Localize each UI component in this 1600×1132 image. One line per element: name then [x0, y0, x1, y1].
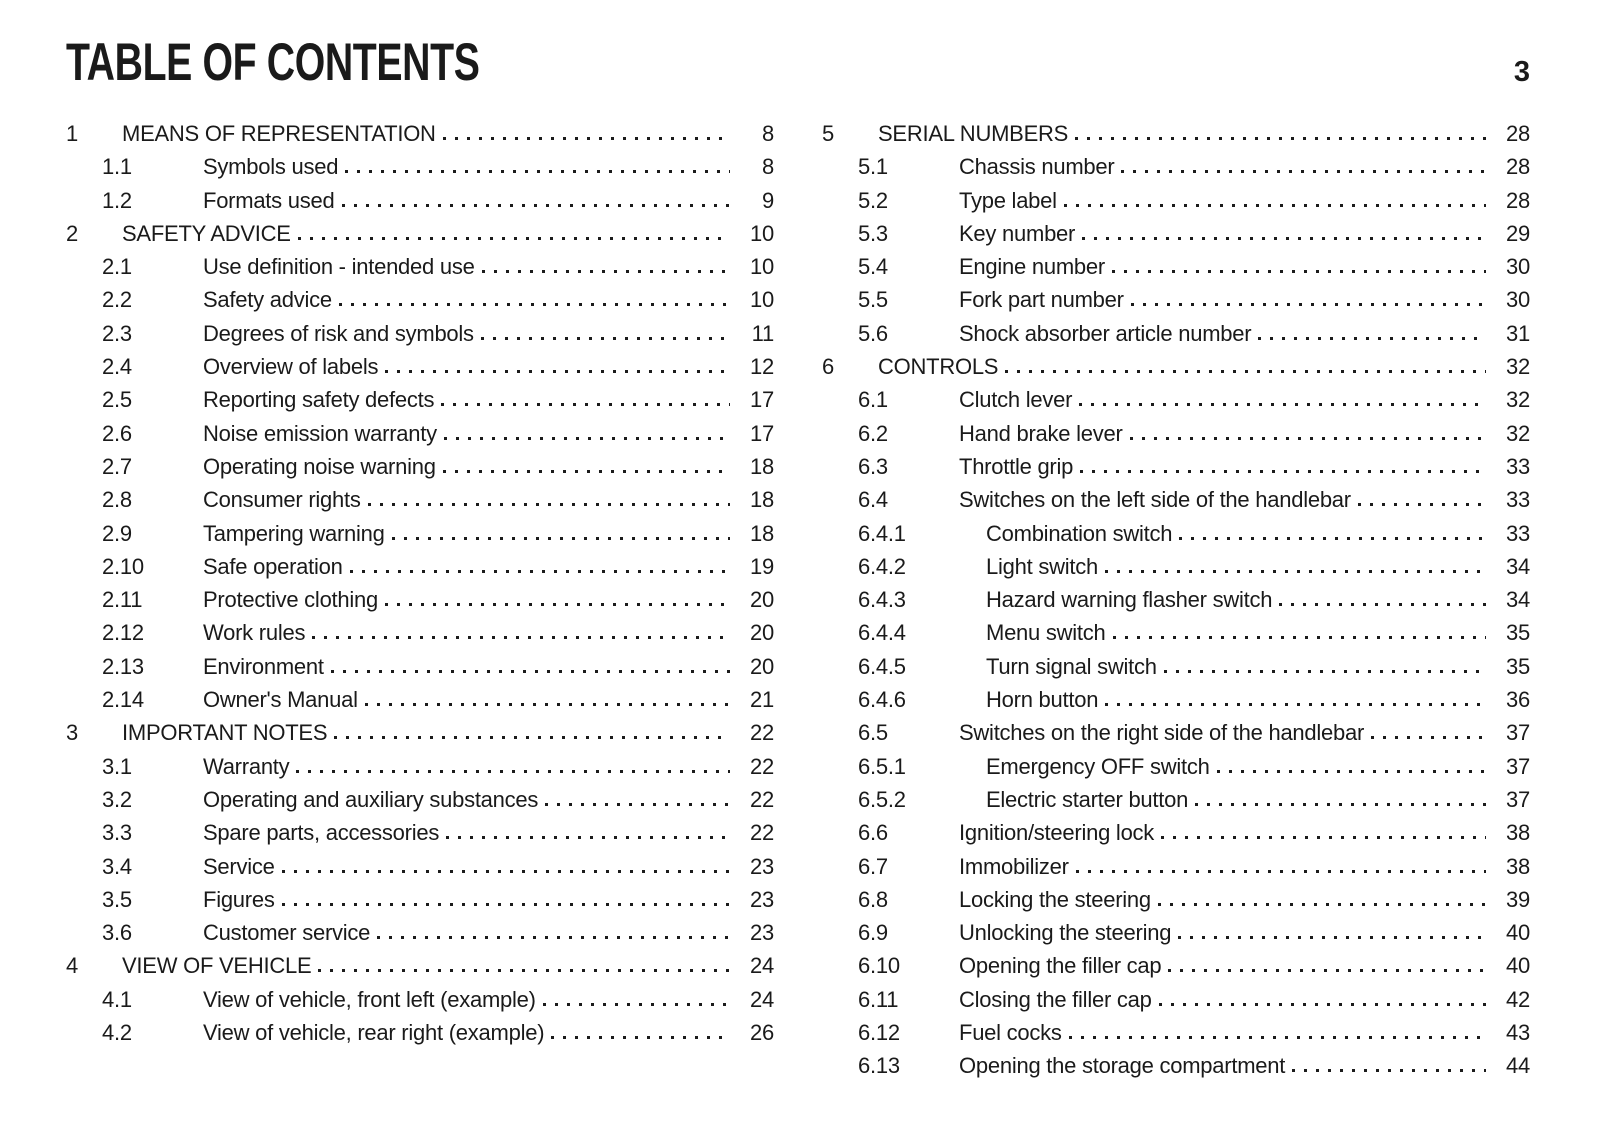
entry-number: 6.5 [858, 720, 888, 746]
entry-number: 3.3 [102, 820, 132, 846]
entry-title: Service [203, 853, 275, 879]
entry-number: 6.1 [858, 387, 888, 413]
entry-page-number: 43 [1506, 1020, 1530, 1046]
entry-page-number: 37 [1506, 786, 1530, 812]
entry-page-number: 38 [1506, 853, 1530, 879]
entry-number: 4.2 [102, 1020, 132, 1046]
entry-page-number: 32 [1506, 420, 1530, 446]
entry-title: Overview of labels [203, 354, 379, 380]
toc-entry [66, 250, 774, 283]
toc-entry [822, 983, 1530, 1016]
dot-leader [368, 483, 730, 516]
toc-entry [822, 117, 1530, 150]
entry-page-number: 22 [750, 753, 774, 779]
entry-page-number: 34 [1506, 553, 1530, 579]
dot-leader [312, 616, 730, 649]
dot-leader [385, 583, 730, 616]
entry-number: 5 [822, 121, 834, 146]
entry-page-number: 9 [762, 187, 774, 213]
entry-page-number: 35 [1506, 620, 1530, 646]
dot-leader [1131, 283, 1486, 316]
toc-entry [66, 616, 774, 649]
entry-page-number: 32 [1506, 387, 1530, 413]
dot-leader [1164, 650, 1486, 683]
toc-entry [66, 417, 774, 450]
dot-leader [446, 816, 730, 849]
entry-number: 2.11 [102, 587, 143, 613]
dot-leader [1168, 949, 1486, 982]
toc-entry [822, 184, 1530, 217]
toc-entry [66, 483, 774, 516]
entry-title: Opening the storage compartment [959, 1053, 1286, 1079]
entry-title: VIEW OF VEHICLE [122, 953, 312, 979]
toc-entry [66, 949, 774, 982]
entry-number: 3.1 [102, 753, 132, 779]
entry-title: Use definition - intended use [203, 254, 475, 280]
entry-title: Consumer rights [203, 487, 361, 513]
entry-number: 5.2 [858, 187, 888, 213]
entry-number: 3 [66, 720, 78, 746]
dot-leader [385, 350, 730, 383]
dot-leader [1217, 750, 1486, 783]
entry-title: Shock absorber article number [959, 320, 1252, 346]
dot-leader [1371, 716, 1486, 749]
entry-title: Fork part number [959, 287, 1124, 313]
entry-title: Horn button [986, 687, 1099, 713]
entry-page-number: 29 [1506, 220, 1530, 246]
dot-leader [1279, 583, 1486, 616]
entry-number: 6.4.1 [858, 520, 906, 546]
dot-leader [545, 783, 730, 816]
entry-page-number: 34 [1506, 587, 1530, 613]
entry-number: 2.4 [102, 354, 132, 380]
toc-entry [822, 750, 1530, 783]
toc-entry [822, 616, 1530, 649]
dot-leader [377, 916, 730, 949]
toc-entry [66, 517, 774, 550]
entry-number: 2.14 [102, 687, 144, 713]
entry-page-number: 18 [750, 453, 774, 479]
dot-leader [1358, 483, 1486, 516]
dot-leader [1258, 317, 1486, 350]
entry-number: 1.1 [102, 154, 132, 180]
entry-page-number: 12 [750, 354, 774, 380]
entry-page-number: 23 [750, 853, 774, 879]
entry-title: Hand brake lever [959, 420, 1123, 446]
toc-entry [66, 1016, 774, 1049]
dot-leader [1005, 350, 1486, 383]
toc-entry [822, 383, 1530, 416]
dot-leader [551, 1016, 730, 1049]
toc-entry [66, 150, 774, 183]
toc-column-left [66, 117, 774, 1049]
entry-number: 1 [66, 121, 78, 146]
entry-page-number: 26 [750, 1020, 774, 1046]
entry-page-number: 10 [750, 254, 774, 280]
dot-leader [345, 150, 730, 183]
entry-title: MEANS OF REPRESENTATION [122, 121, 436, 146]
entry-title: Figures [203, 886, 275, 912]
entry-number: 6 [822, 354, 834, 380]
dot-leader [296, 750, 730, 783]
dot-leader [1161, 816, 1486, 849]
toc-entry [822, 450, 1530, 483]
entry-title: Switches on the right side of the handlebar [959, 720, 1365, 746]
toc-entry [822, 916, 1530, 949]
entry-title: CONTROLS [878, 354, 999, 380]
entry-title: Throttle grip [959, 453, 1074, 479]
entry-page-number: 10 [750, 287, 774, 313]
entry-number: 3.4 [102, 853, 132, 879]
entry-page-number: 33 [1506, 520, 1530, 546]
dot-leader [1112, 250, 1486, 283]
toc-entry [66, 716, 774, 749]
entry-title: Locking the steering [959, 886, 1151, 912]
entry-page-number: 22 [750, 720, 774, 746]
entry-page-number: 36 [1506, 687, 1530, 713]
entry-title: Warranty [203, 753, 290, 779]
entry-page-number: 8 [762, 154, 774, 180]
entry-title: SERIAL NUMBERS [878, 121, 1069, 146]
dot-leader [334, 716, 730, 749]
entry-page-number: 22 [750, 820, 774, 846]
entry-number: 6.3 [858, 453, 888, 479]
dot-leader [350, 550, 730, 583]
entry-number: 2.10 [102, 553, 144, 579]
entry-title: Protective clothing [203, 587, 379, 613]
entry-page-number: 42 [1506, 986, 1530, 1012]
entry-title: Owner's Manual [203, 687, 358, 713]
entry-page-number: 20 [750, 653, 774, 679]
entry-number: 4 [66, 953, 78, 979]
entry-title: Turn signal switch [986, 653, 1157, 679]
dot-leader [1158, 883, 1486, 916]
toc-entry [66, 350, 774, 383]
entry-number: 6.9 [858, 920, 888, 946]
entry-number: 2.12 [102, 620, 144, 646]
entry-page-number: 17 [750, 387, 774, 413]
dot-leader [1121, 150, 1486, 183]
entry-number: 6.11 [858, 986, 899, 1012]
entry-title: Formats used [203, 187, 335, 213]
entry-number: 5.5 [858, 287, 888, 313]
entry-page-number: 40 [1506, 953, 1530, 979]
dot-leader [443, 117, 730, 150]
entry-number: 2.13 [102, 653, 144, 679]
entry-page-number: 10 [750, 220, 774, 246]
entry-page-number: 20 [750, 620, 774, 646]
toc-entry [66, 983, 774, 1016]
dot-leader [1113, 616, 1486, 649]
entry-title: Closing the filler cap [959, 986, 1152, 1012]
dot-leader [365, 683, 730, 716]
toc-entry [822, 317, 1530, 350]
toc-entry [822, 217, 1530, 250]
entry-number: 6.12 [858, 1020, 900, 1046]
entry-number: 6.4.5 [858, 653, 906, 679]
entry-number: 2.2 [102, 287, 132, 313]
entry-page-number: 31 [1506, 320, 1530, 346]
toc-entry [66, 916, 774, 949]
toc-entry [822, 716, 1530, 749]
entry-page-number: 20 [750, 587, 774, 613]
entry-number: 2.7 [102, 453, 132, 479]
entry-title: Engine number [959, 254, 1105, 280]
entry-page-number: 19 [750, 553, 774, 579]
entry-page-number: 33 [1506, 453, 1530, 479]
toc-entry [822, 583, 1530, 616]
toc-entry [66, 383, 774, 416]
entry-title: Noise emission warranty [203, 420, 437, 446]
entry-title: View of vehicle, rear right (example) [203, 1020, 545, 1046]
entry-page-number: 35 [1506, 653, 1530, 679]
entry-title: Electric starter button [986, 786, 1189, 812]
entry-number: 1.2 [102, 187, 132, 213]
entry-page-number: 37 [1506, 720, 1530, 746]
toc-entry [66, 450, 774, 483]
dot-leader [1130, 417, 1486, 450]
dot-leader [482, 250, 730, 283]
toc-entry [66, 783, 774, 816]
entry-number: 6.4.6 [858, 687, 906, 713]
entry-page-number: 23 [750, 920, 774, 946]
entry-number: 6.4.3 [858, 587, 906, 613]
entry-title: Emergency OFF switch [986, 753, 1210, 779]
dot-leader [1105, 683, 1486, 716]
entry-number: 6.4 [858, 487, 888, 513]
entry-page-number: 39 [1506, 886, 1530, 912]
dot-leader [441, 383, 730, 416]
entry-title: Work rules [203, 620, 306, 646]
toc-entry [822, 350, 1530, 383]
entry-title: Tampering warning [203, 520, 385, 546]
toc-entry [66, 283, 774, 316]
toc-entry [822, 417, 1530, 450]
toc-entry [822, 883, 1530, 916]
entry-number: 2.9 [102, 520, 132, 546]
entry-title: Opening the filler cap [959, 953, 1162, 979]
toc-entry [822, 1016, 1530, 1049]
entry-title: Unlocking the steering [959, 920, 1172, 946]
toc-entry [822, 250, 1530, 283]
toc-entry [822, 283, 1530, 316]
toc-entry [822, 850, 1530, 883]
entry-page-number: 30 [1506, 287, 1530, 313]
dot-leader [298, 217, 730, 250]
toc-entry [66, 550, 774, 583]
dot-leader [1076, 850, 1486, 883]
entry-page-number: 18 [750, 487, 774, 513]
toc-entry [66, 850, 774, 883]
entry-page-number: 23 [750, 886, 774, 912]
entry-page-number: 38 [1506, 820, 1530, 846]
toc-entry [66, 217, 774, 250]
dot-leader [1079, 383, 1486, 416]
entry-number: 6.5.2 [858, 786, 906, 812]
entry-page-number: 33 [1506, 487, 1530, 513]
dot-leader [1292, 1049, 1486, 1082]
dot-leader [282, 883, 730, 916]
entry-number: 5.6 [858, 320, 888, 346]
toc-entry [66, 750, 774, 783]
toc-entry [822, 816, 1530, 849]
dot-leader [392, 517, 730, 550]
entry-number: 6.5.1 [858, 753, 906, 779]
entry-number: 2.6 [102, 420, 132, 446]
entry-title: Safe operation [203, 553, 343, 579]
dot-leader [1105, 550, 1486, 583]
dot-leader [1080, 450, 1486, 483]
dot-leader [1195, 783, 1486, 816]
entry-number: 6.7 [858, 853, 888, 879]
entry-title: Reporting safety defects [203, 387, 435, 413]
entry-number: 6.10 [858, 953, 900, 979]
entry-title: Environment [203, 653, 324, 679]
entry-title: Combination switch [986, 520, 1173, 546]
entry-title: Switches on the left side of the handlebar [959, 487, 1351, 513]
dot-leader [1064, 184, 1486, 217]
toc-entry [822, 683, 1530, 716]
dot-leader [339, 283, 730, 316]
toc-entry [822, 517, 1530, 550]
entry-title: Spare parts, accessories [203, 820, 440, 846]
entry-title: Degrees of risk and symbols [203, 320, 474, 346]
entry-page-number: 11 [751, 320, 774, 346]
toc-entry [822, 483, 1530, 516]
dot-leader [282, 850, 730, 883]
entry-title: IMPORTANT NOTES [122, 720, 328, 746]
entry-number: 3.6 [102, 920, 132, 946]
toc-entry [822, 783, 1530, 816]
entry-number: 6.13 [858, 1053, 900, 1079]
entry-title: Ignition/steering lock [959, 820, 1155, 846]
dot-leader [1159, 983, 1486, 1016]
dot-leader [443, 450, 730, 483]
toc-entry [66, 117, 774, 150]
entry-page-number: 17 [750, 420, 774, 446]
entry-title: Immobilizer [959, 853, 1069, 879]
entry-page-number: 24 [750, 953, 774, 979]
entry-page-number: 37 [1506, 753, 1530, 779]
entry-title: Operating noise warning [203, 453, 436, 479]
dot-leader [444, 417, 730, 450]
entry-title: Symbols used [203, 154, 339, 180]
entry-title: View of vehicle, front left (example) [203, 986, 536, 1012]
entry-page-number: 44 [1506, 1053, 1530, 1079]
entry-title: SAFETY ADVICE [122, 220, 291, 246]
entry-number: 6.4.4 [858, 620, 906, 646]
entry-number: 3.2 [102, 786, 132, 812]
page-title: TABLE OF CONTENTS [66, 33, 480, 92]
entry-title: Customer service [203, 920, 371, 946]
dot-leader [1082, 217, 1486, 250]
dot-leader [1178, 916, 1486, 949]
toc-entry [66, 317, 774, 350]
entry-number: 5.3 [858, 220, 888, 246]
entry-number: 6.6 [858, 820, 888, 846]
entry-page-number: 40 [1506, 920, 1530, 946]
toc-column-right [822, 117, 1530, 1083]
entry-number: 5.4 [858, 254, 888, 280]
toc-entry [822, 150, 1530, 183]
entry-page-number: 28 [1506, 121, 1530, 146]
entry-number: 2 [66, 220, 78, 246]
entry-page-number: 22 [750, 786, 774, 812]
entry-number: 2.1 [102, 254, 132, 280]
toc-entry [66, 583, 774, 616]
dot-leader [1069, 1016, 1486, 1049]
entry-title: Chassis number [959, 154, 1115, 180]
entry-page-number: 30 [1506, 254, 1530, 280]
entry-number: 2.5 [102, 387, 132, 413]
entry-page-number: 28 [1506, 187, 1530, 213]
entry-page-number: 24 [750, 986, 774, 1012]
entry-number: 6.2 [858, 420, 888, 446]
entry-number: 2.3 [102, 320, 132, 346]
dot-leader [481, 317, 730, 350]
page-number: 3 [1513, 56, 1530, 88]
entry-title: Menu switch [986, 620, 1106, 646]
table-of-contents [66, 117, 1530, 1083]
entry-title: Clutch lever [959, 387, 1073, 413]
dot-leader [342, 184, 731, 217]
entry-number: 6.4.2 [858, 553, 906, 579]
dot-leader [331, 650, 730, 683]
entry-number: 2.8 [102, 487, 132, 513]
entry-title: Operating and auxiliary substances [203, 786, 539, 812]
entry-page-number: 28 [1506, 154, 1530, 180]
toc-entry [822, 650, 1530, 683]
entry-title: Hazard warning flasher switch [986, 587, 1273, 613]
entry-page-number: 21 [750, 687, 774, 713]
entry-title: Fuel cocks [959, 1020, 1062, 1046]
entry-page-number: 8 [762, 121, 774, 146]
toc-entry [66, 816, 774, 849]
entry-page-number: 18 [750, 520, 774, 546]
entry-title: Type label [959, 187, 1057, 213]
toc-entry [822, 949, 1530, 982]
entry-number: 5.1 [858, 154, 888, 180]
entry-number: 4.1 [102, 986, 132, 1012]
dot-leader [1075, 117, 1486, 150]
dot-leader [1179, 517, 1486, 550]
toc-entry [66, 184, 774, 217]
toc-entry [66, 883, 774, 916]
toc-entry [822, 550, 1530, 583]
toc-entry [822, 1049, 1530, 1082]
toc-entry [66, 683, 774, 716]
entry-title: Light switch [986, 553, 1098, 579]
entry-title: Safety advice [203, 287, 332, 313]
dot-leader [318, 949, 730, 982]
entry-number: 6.8 [858, 886, 888, 912]
entry-page-number: 32 [1506, 354, 1530, 380]
dot-leader [543, 983, 730, 1016]
entry-number: 3.5 [102, 886, 132, 912]
toc-entry [66, 650, 774, 683]
entry-title: Key number [959, 220, 1076, 246]
